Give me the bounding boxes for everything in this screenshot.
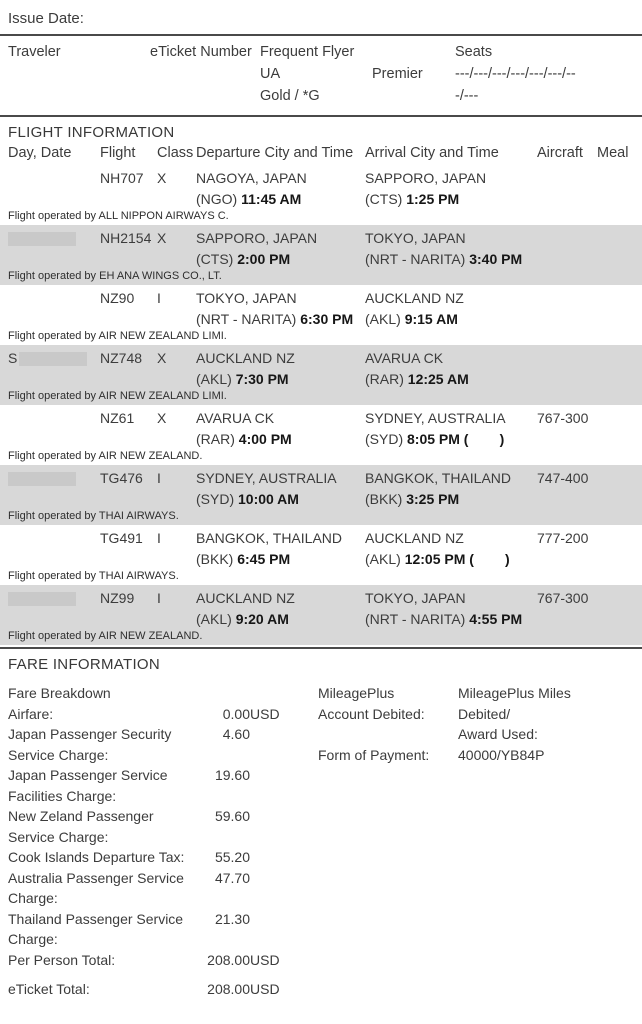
col-meal: Meal [597,145,629,161]
arrival-note: ( ) [459,430,505,447]
col-flight: Flight [100,145,136,161]
col-departure: Departure City and Time [196,145,354,161]
departure-city: NAGOYA, JAPAN [196,170,307,186]
eticket-number-column [150,41,260,107]
fare-item-label: Thailand Passenger Service Charge: [8,910,184,947]
fare-information-body [0,683,642,1014]
arrival-code: (NRT - NARITA) [365,610,470,627]
departure-code: (RAR) [196,430,239,447]
arrival-cell [365,348,537,389]
arrival-code: (SYD) [365,430,407,447]
arrival-city: SYDNEY, AUSTRALIA [365,410,506,426]
flight-row [0,345,642,405]
col-arrival: Arrival City and Time [365,145,499,161]
arrival-code: (BKK) [365,490,407,507]
operated-by-note: Flight operated by THAI AIRWAYS. [8,570,179,582]
meal-cell [597,168,642,209]
fare-item [8,724,290,765]
fare-item-amount [198,868,290,909]
arrival-cell [365,168,537,209]
arrival-code: (AKL) [365,310,405,327]
arrival-code-time [365,249,537,270]
arrival-code-time [365,489,537,510]
arrival-time: 8:05 PM [407,430,460,447]
departure-time: 7:30 PM [235,370,289,387]
flight-date-cell [8,528,100,569]
flight-number: NZ99 [100,590,135,606]
aircraft-type: 767-300 [537,410,589,426]
operated-by-note: Flight operated by EH ANA WINGS CO., LT. [8,270,222,282]
fare-amount-number: 19.60 [214,767,250,783]
arrival-cell [365,528,537,569]
fare-amount-number: 59.60 [214,808,250,824]
departure-time: 6:30 PM [300,310,354,327]
departure-code-time [196,309,365,330]
meal-cell [597,588,642,629]
operated-by-note: Flight operated by AIR NEW ZEALAND. [8,630,203,642]
aircraft-type [537,288,597,329]
flight-row [0,285,642,345]
departure-time: 9:20 AM [235,610,289,627]
flight-row [0,405,642,465]
issue-date-label: Issue Date: [8,10,84,27]
departure-code: (NGO) [196,190,242,207]
premier-status: Premier [372,66,423,82]
fare-item-amount [198,724,290,765]
departure-cell [196,348,365,389]
arrival-city: TOKYO, JAPAN [365,590,466,606]
col-class: Class [157,145,194,161]
departure-code: (CTS) [196,250,238,267]
flight-row [0,465,642,525]
fare-item-label: Japan Passenger Service Facilities Charge: [8,767,168,804]
flight-number: NZ61 [100,410,135,426]
fare-information-title: FARE INFORMATION [8,656,161,673]
flight-number: TG476 [100,470,143,486]
operated-by-note: Flight operated by ALL NIPPON AIRWAYS C. [8,210,229,222]
traveler-column [8,41,150,107]
fare-amount-number: 208.00 [207,951,250,968]
flight-information-title: FLIGHT INFORMATION [8,124,175,141]
seats-column [455,41,642,107]
departure-code: (SYD) [196,490,238,507]
arrival-time: 12:25 AM [407,370,469,387]
class-code: I [157,290,161,306]
arrival-city: BANGKOK, THAILAND [365,470,512,486]
arrival-city: TOKYO, JAPAN [365,230,466,246]
arrival-code-time [365,609,537,630]
col-day-date: Day, Date [8,145,72,161]
arrival-code: (NRT - NARITA) [365,250,470,267]
flight-table-header [0,143,642,164]
departure-code-time [196,549,365,570]
redacted-date [8,472,76,486]
meal-cell [597,228,642,269]
flight-row [0,225,642,285]
fare-item-amount [198,950,290,971]
class-code: I [157,590,161,606]
class-code: I [157,470,161,486]
fare-breakdown-title: Fare Breakdown [8,685,111,701]
class-code: X [157,170,167,186]
flight-date-cell [8,288,100,329]
seats-value-line1: ---/---/---/---/---/---/-- [455,66,576,82]
departure-cell [196,228,365,269]
mileageplus-account-label-line1: MileagePlus [318,685,395,701]
arrival-code-time [365,309,537,330]
frequent-flyer-column [260,41,372,107]
arrival-code-time [365,369,537,390]
departure-code: (NRT - NARITA) [196,310,301,327]
departure-cell [196,588,365,629]
fare-amount-number: 208.00 [207,981,250,997]
frequent-flyer-label: Frequent Flyer [260,44,355,60]
traveler-header [0,36,642,115]
flight-number: NZ748 [100,350,143,366]
fare-item-amount [198,765,290,806]
fare-item-label: Per Person Total: [8,951,116,968]
fare-item-label: Cook Islands Departure Tax: [8,849,185,865]
mileageplus-miles-label-line3: Award Used: [458,726,538,742]
fare-item [8,704,290,725]
fare-item-amount [198,806,290,847]
operated-by-note: Flight operated by AIR NEW ZEALAND. [8,450,203,462]
arrival-cell [365,288,537,329]
seats-value-line2: -/--- [455,88,479,104]
flight-date-cell [8,468,100,509]
flight-number: NH707 [100,170,144,186]
departure-code-time [196,369,365,390]
flight-number: NH2154 [100,230,152,246]
departure-time: 4:00 PM [238,430,292,447]
departure-cell [196,468,365,509]
flight-date-cell [8,348,100,389]
arrival-city: AUCKLAND NZ [365,530,464,546]
departure-code-time [196,189,365,210]
fare-amount-number: 47.70 [214,869,250,886]
departure-code-time [196,609,365,630]
date-prefix: S [8,350,18,366]
departure-cell [196,528,365,569]
arrival-cell [365,408,537,449]
arrival-code-time [365,549,537,570]
arrival-city: SAPPORO, JAPAN [365,170,487,186]
fare-item-amount [198,909,290,950]
fare-item-label: Airfare: [8,705,54,722]
status-column [372,41,455,107]
fare-amount-number: 4.60 [222,726,250,742]
fare-item-amount [198,704,290,725]
fare-amount-number: 55.20 [214,849,250,865]
departure-city: TOKYO, JAPAN [196,290,297,306]
arrival-cell [365,228,537,269]
arrival-time: 9:15 AM [404,310,458,327]
redacted-date [8,592,76,606]
status-spacer [372,41,455,63]
departure-city: BANGKOK, THAILAND [196,530,343,546]
seats-label: Seats [455,44,493,60]
departure-time: 10:00 AM [238,490,299,507]
fare-item-amount [198,847,290,868]
departure-cell [196,168,365,209]
form-of-payment-label: Form of Payment: [318,746,430,763]
operated-by-note: Flight operated by AIR NEW ZEALAND LIMI. [8,330,227,342]
class-code: X [157,350,167,366]
mileageplus-account-column [318,683,450,765]
meal-cell [597,348,642,389]
fare-item-amount [198,979,290,1000]
departure-city: AUCKLAND NZ [196,590,295,606]
departure-code-time [196,489,365,510]
meal-cell [597,528,642,569]
col-aircraft: Aircraft [537,145,583,161]
aircraft-type [537,228,597,269]
departure-city: AVARUA CK [196,410,275,426]
miles-debited-value: 40000/YB84P [458,746,545,763]
fare-amount-currency: USD [250,951,280,968]
operated-by-note: Flight operated by THAI AIRWAYS. [8,510,179,522]
fare-amount-currency: USD [250,981,280,997]
fare-item [8,979,290,1000]
arrival-city: AVARUA CK [365,350,444,366]
meal-cell [597,288,642,329]
departure-code-time [196,429,365,450]
departure-code: (AKL) [196,610,236,627]
departure-city: SAPPORO, JAPAN [196,230,318,246]
class-code: X [157,230,167,246]
fare-amount-number: 21.30 [214,910,250,927]
departure-time: 11:45 AM [241,190,302,207]
frequent-flyer-program: UA [260,66,281,82]
eticket-number-label: eTicket Number [150,44,252,60]
mileageplus-miles-label-line2: Debited/ [458,705,511,722]
departure-time: 2:00 PM [237,250,291,267]
arrival-code: (AKL) [365,550,405,567]
departure-code: (BKK) [196,550,238,567]
fare-item [8,950,290,971]
traveler-label: Traveler [8,44,61,60]
meal-cell [597,468,642,509]
arrival-time: 1:25 PM [406,190,460,207]
fare-amount-currency: USD [250,705,280,722]
fare-breakdown [8,683,290,1000]
fare-item [8,847,290,868]
fare-item-label: eTicket Total: [8,981,90,997]
departure-city: SYDNEY, AUSTRALIA [196,470,337,486]
flight-number: TG491 [100,530,143,546]
mileageplus-miles-column [458,683,628,765]
arrival-code: (RAR) [365,370,408,387]
flight-date-cell [8,228,100,269]
arrival-note: ( ) [465,550,510,567]
aircraft-type [537,168,597,209]
aircraft-type [537,348,597,389]
arrival-cell [365,468,537,509]
flight-date-cell [8,588,100,629]
redacted-date [8,232,76,246]
meal-cell [597,408,642,449]
departure-city: AUCKLAND NZ [196,350,295,366]
flight-row [0,585,642,645]
flight-date-cell [8,408,100,449]
flight-date-cell [8,168,100,209]
fare-item-label: New Zeland Passenger Service Charge: [8,808,154,845]
arrival-code: (CTS) [365,190,407,207]
departure-cell [196,288,365,329]
redacted-date [19,352,87,366]
mileageplus-account-label-line2: Account Debited: [318,705,425,722]
aircraft-type: 747-400 [537,470,589,486]
arrival-time: 4:55 PM [469,610,523,627]
class-code: I [157,530,161,546]
fare-item [8,765,290,806]
departure-code-time [196,249,365,270]
arrival-time: 3:40 PM [469,250,523,267]
flight-number: NZ90 [100,290,135,306]
fare-amount-number: 0.00 [222,705,250,722]
mileageplus-miles-label-line1: MileagePlus Miles [458,685,571,701]
arrival-time: 3:25 PM [406,490,460,507]
departure-time: 6:45 PM [237,550,291,567]
departure-code: (AKL) [196,370,236,387]
class-code: X [157,410,167,426]
arrival-code-time [365,189,537,210]
arrival-city: AUCKLAND NZ [365,290,464,306]
fare-item-label: Japan Passenger Security Service Charge: [8,726,172,763]
flight-row [0,165,642,225]
operated-by-note: Flight operated by AIR NEW ZEALAND LIMI. [8,390,227,402]
flight-rows [0,165,642,645]
aircraft-type: 777-200 [537,530,589,546]
flight-row [0,525,642,585]
arrival-cell [365,588,537,629]
fare-item [8,868,290,909]
fare-item-label: Australia Passenger Service Charge: [8,869,184,906]
departure-cell [196,408,365,449]
fare-item [8,909,290,950]
frequent-flyer-tier: Gold / *G [260,88,320,104]
fare-breakdown-items [8,704,290,1000]
arrival-time: 12:05 PM [404,550,466,567]
aircraft-type: 767-300 [537,590,589,606]
arrival-code-time [365,429,537,450]
fare-item [8,806,290,847]
